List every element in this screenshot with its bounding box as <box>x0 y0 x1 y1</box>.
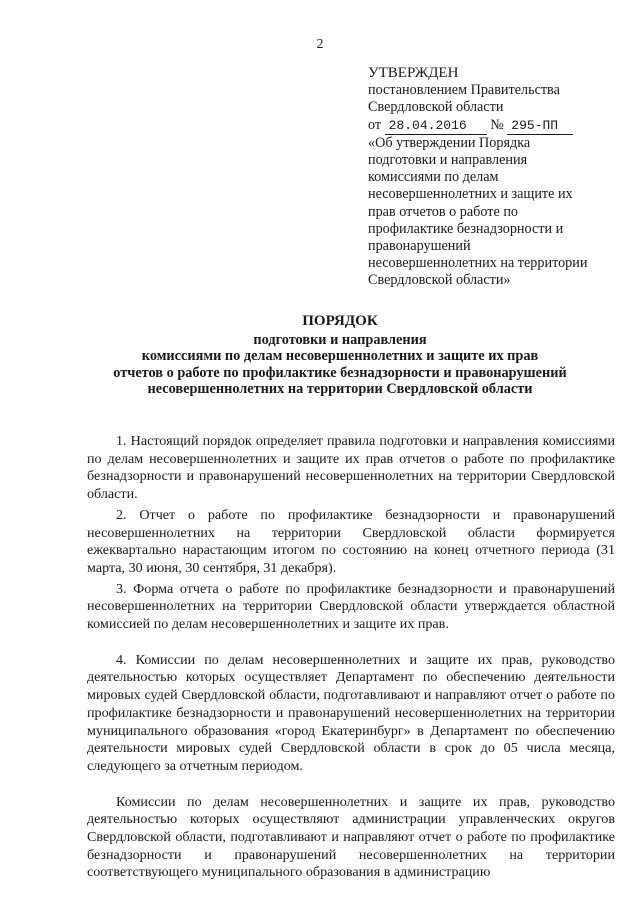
heading-line: подготовки и направления <box>253 331 427 348</box>
approval-date-number-line <box>368 117 628 135</box>
approval-subject-line: подготовки и направления <box>368 152 528 169</box>
approval-subject-line: «Об утверждении Порядка <box>368 134 531 151</box>
page-number: 2 <box>316 37 324 52</box>
approval-number: 295-ПП <box>507 117 573 135</box>
paragraph-5: Комиссии по делам несовершеннолетних и защите их прав, руководство деятельностью которых осуществляют администрации управленческих округов Свердловской области, подготавливают и направляют отчет о работе по профилактике безнадзорности и правонарушений несовершеннолетних на территории соответствующего муниципального образования в администрацию <box>87 793 615 881</box>
approval-subject-line: правонарушений <box>368 238 471 255</box>
number-label: № <box>490 116 504 133</box>
paragraph-4: 4. Комиссии по делам несовершеннолетних и защите их прав, руководство деятельностью которых осуществляет Департамент по обеспечению деятельности мировых судей Свердловской области, подготавливают и направляют отчет о работе по профилактике безнадзорности и правонарушений несовершеннолетних на территории муниципального образования «город Екатеринбург» в Департамент по обеспечению деятельности мировых судей Свердловской области в срок до 05 числа месяца, следующего за отчетным периодом. <box>87 651 615 774</box>
document-title: ПОРЯДОК <box>302 313 378 329</box>
approval-date: 28.04.2016 <box>385 117 487 135</box>
approval-title: УТВЕРЖДЕН <box>368 65 459 81</box>
approval-line: Свердловской области <box>368 99 504 116</box>
approval-subject-line: несовершеннолетних на территории <box>368 255 588 272</box>
approval-subject-line: прав отчетов о работе по <box>368 203 519 220</box>
heading-line: несовершеннолетних на территории Свердловской области <box>147 381 533 398</box>
approval-line: постановлением Правительства <box>368 82 560 99</box>
heading-line: комиссиями по делам несовершеннолетних и защите их прав <box>141 348 539 365</box>
paragraph-2: 2. Отчет о работе по профилактике безнадзорности и правонарушений несовершеннолетних на территории Свердловской области формируется ежеквартально нарастающим итогом по состоянию на конец отчетного периода (31 марта, 30 июня, 30 сентября, 31 декабря). <box>87 506 615 576</box>
approval-subject-line: профилактике безнадзорности и <box>368 220 564 237</box>
approval-subject-line: несовершеннолетних и защите их <box>368 186 573 203</box>
document-body <box>87 433 615 882</box>
heading-line: отчетов о работе по профилактике безнадзорности и правонарушений <box>113 364 567 381</box>
paragraph-1: 1. Настоящий порядок определяет правила подготовки и направления комиссиями по делам несовершеннолетних и защите их прав отчетов о работе по профилактике безнадзорности и правонарушений несовершеннолетних на территории Свердловской области. <box>87 433 615 503</box>
approval-subject-line: комиссиями по делам <box>368 169 499 186</box>
from-label: от <box>368 116 382 133</box>
document-heading <box>40 313 640 398</box>
approval-subject-line: Свердловской области» <box>368 272 511 289</box>
approval-stamp <box>368 65 628 290</box>
paragraph-3: 3. Форма отчета о работе по профилактике безнадзорности и правонарушений несовершеннолетних на территории Свердловской области утверждается областной комиссией по делам несовершеннолетних и защите их прав. <box>87 580 615 633</box>
